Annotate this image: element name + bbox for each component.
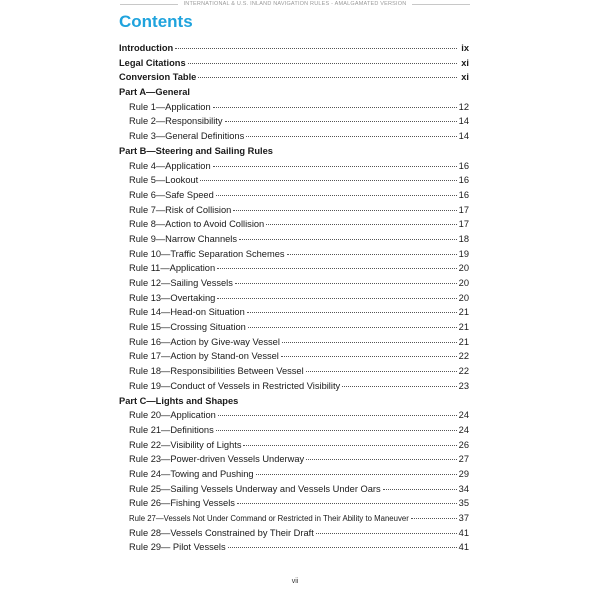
page-number: vii [291,578,299,585]
toc-entry-label: Rule 17—Action by Stand-on Vessel [129,351,279,362]
toc-entry-label: Rule 29— Pilot Vessels [129,542,226,553]
toc-entry[interactable] [119,70,469,85]
toc-entry-label: Rule 11—Application [129,263,216,274]
toc-dot-leader [247,303,457,313]
table-of-contents [119,41,469,555]
toc-page-number: 21 [458,336,469,347]
toc-entry-label: Rule 28—Vessels Constrained by Their Draft [129,527,314,538]
toc-dot-leader [235,274,457,284]
toc-page-number: 24 [458,410,469,421]
toc-dot-leader [225,112,457,122]
toc-page-number: 24 [458,424,469,435]
running-head-rule-left [120,4,178,5]
toc-entry-label: Rule 9—Narrow Channels [129,233,237,244]
toc-entry-label: Rule 26—Fishing Vessels [129,498,235,509]
running-head-rule-right [412,4,470,5]
toc-dot-leader [342,377,456,387]
toc-entry-label: Rule 4—Application [129,160,211,171]
toc-entry-label: Rule 13—Overtaking [129,292,216,303]
toc-entry-label: Rule 1—Application [129,101,211,112]
toc-entry-label: Part C—Lights and Shapes [119,395,239,406]
toc-dot-leader [217,289,456,299]
toc-page-number: 35 [458,498,469,509]
toc-dot-leader [213,157,457,167]
toc-entry-label: Rule 12—Sailing Vessels [129,278,233,288]
toc-dot-leader [266,215,456,225]
toc-dot-leader [287,245,457,255]
toc-entry-label: Conversion Table [119,72,197,83]
toc-dot-leader [256,465,457,475]
toc-page-number: 16 [458,160,469,171]
toc-entry-label: Rule 19—Conduct of Vessels in Restricted Visibility [129,380,341,391]
toc-entry-label: Rule 14—Head-on Situation [129,307,245,318]
toc-page-number: 22 [458,366,469,377]
toc-page-number: 23 [458,380,469,391]
toc-dot-leader [216,421,457,431]
toc-entry-label: Rule 22—Visibility of Lights [129,439,242,450]
toc-entry-label: Introduction [119,43,174,53]
toc-page-number: xi [461,57,469,68]
toc-dot-leader [282,333,457,343]
toc-entry[interactable] [119,540,469,555]
toc-page-number: ix [461,43,469,53]
toc-dot-leader [306,362,457,372]
toc-dot-leader [306,450,456,460]
toc-dot-leader [281,347,457,357]
toc-dot-leader [246,127,456,137]
toc-dot-leader [198,68,457,78]
toc-page-number: 12 [458,101,469,112]
running-head-text: INTERNATIONAL & U.S. INLAND NAVIGATION RULES - AMALGAMATED VERSION [183,1,407,7]
page-title: Contents [119,12,193,31]
toc-page-number: 19 [458,248,469,259]
toc-dot-leader [243,436,456,446]
toc-dot-leader [217,259,457,269]
toc-entry-label: Rule 25—Sailing Vessels Underway and Vessels Under Oars [129,483,381,494]
toc-page-number: 17 [458,204,469,215]
toc-page-number: 41 [458,527,469,538]
toc-dot-leader [316,524,457,534]
toc-entry[interactable] [119,379,469,394]
running-head [120,0,470,8]
toc-dot-leader [237,494,457,504]
toc-page-number: 37 [458,513,469,523]
toc-dot-leader [175,39,457,49]
toc-entry-label: Rule 10—Traffic Separation Schemes [129,248,285,259]
toc-page-number: 20 [458,278,469,288]
toc-entry-label: Rule 8—Action to Avoid Collision [129,219,265,230]
toc-entry-label: Part B—Steering and Sailing Rules [119,145,273,156]
toc-entry-label: Rule 5—Lookout [129,175,199,186]
toc-dot-leader [213,98,457,108]
toc-page-number: 14 [458,116,469,127]
toc-page-number: 41 [458,542,469,553]
toc-page-number: 20 [458,263,469,274]
toc-entry-label: Legal Citations [119,57,186,68]
toc-entry-label: Rule 21—Definitions [129,424,214,435]
toc-dot-leader [233,201,456,211]
toc-dot-leader [216,186,457,196]
toc-entry[interactable] [119,129,469,144]
toc-page-number: 20 [458,292,469,303]
toc-entry-label: Rule 24—Towing and Pushing [129,468,254,479]
toc-entry-label: Part A—General [119,87,190,98]
toc-page-number: 26 [458,439,469,450]
toc-dot-leader [411,509,457,519]
toc-dot-leader [228,538,457,548]
toc-dot-leader [383,480,457,490]
toc-entry-label: Rule 6—Safe Speed [129,189,214,200]
toc-entry-label: Rule 27—Vessels Not Under Command or Restricted in Their Ability to Maneuver [129,514,409,523]
toc-entry-label: Rule 15—Crossing Situation [129,322,246,333]
toc-page-number: 27 [458,454,469,465]
toc-dot-leader [218,406,457,416]
toc-entry-label: Rule 3—General Definitions [129,131,245,142]
toc-entry-label: Rule 2—Responsibility [129,116,223,127]
toc-page-number: 22 [458,351,469,362]
toc-dot-leader [248,318,457,328]
toc-dot-leader [200,171,456,181]
toc-entry-label: Rule 18—Responsibilities Between Vessel [129,366,304,377]
toc-page-number: 17 [458,219,469,230]
toc-page-number: 21 [458,307,469,318]
toc-page-number: xi [461,72,469,83]
toc-dot-leader [239,230,457,240]
toc-page-number: 34 [458,483,469,494]
toc-dot-leader [188,54,457,64]
toc-page-number: 16 [458,189,469,200]
toc-page-number: 29 [458,468,469,479]
toc-entry-label: Rule 23—Power-driven Vessels Underway [129,454,305,465]
toc-page-number: 21 [458,322,469,333]
toc-entry-label: Rule 16—Action by Give-way Vessel [129,336,280,347]
toc-entry-label: Rule 20—Application [129,410,216,421]
toc-page-number: 16 [458,175,469,186]
toc-page-number: 14 [458,131,469,142]
toc-page-number: 18 [458,233,469,244]
toc-entry-label: Rule 7—Risk of Collision [129,204,232,215]
